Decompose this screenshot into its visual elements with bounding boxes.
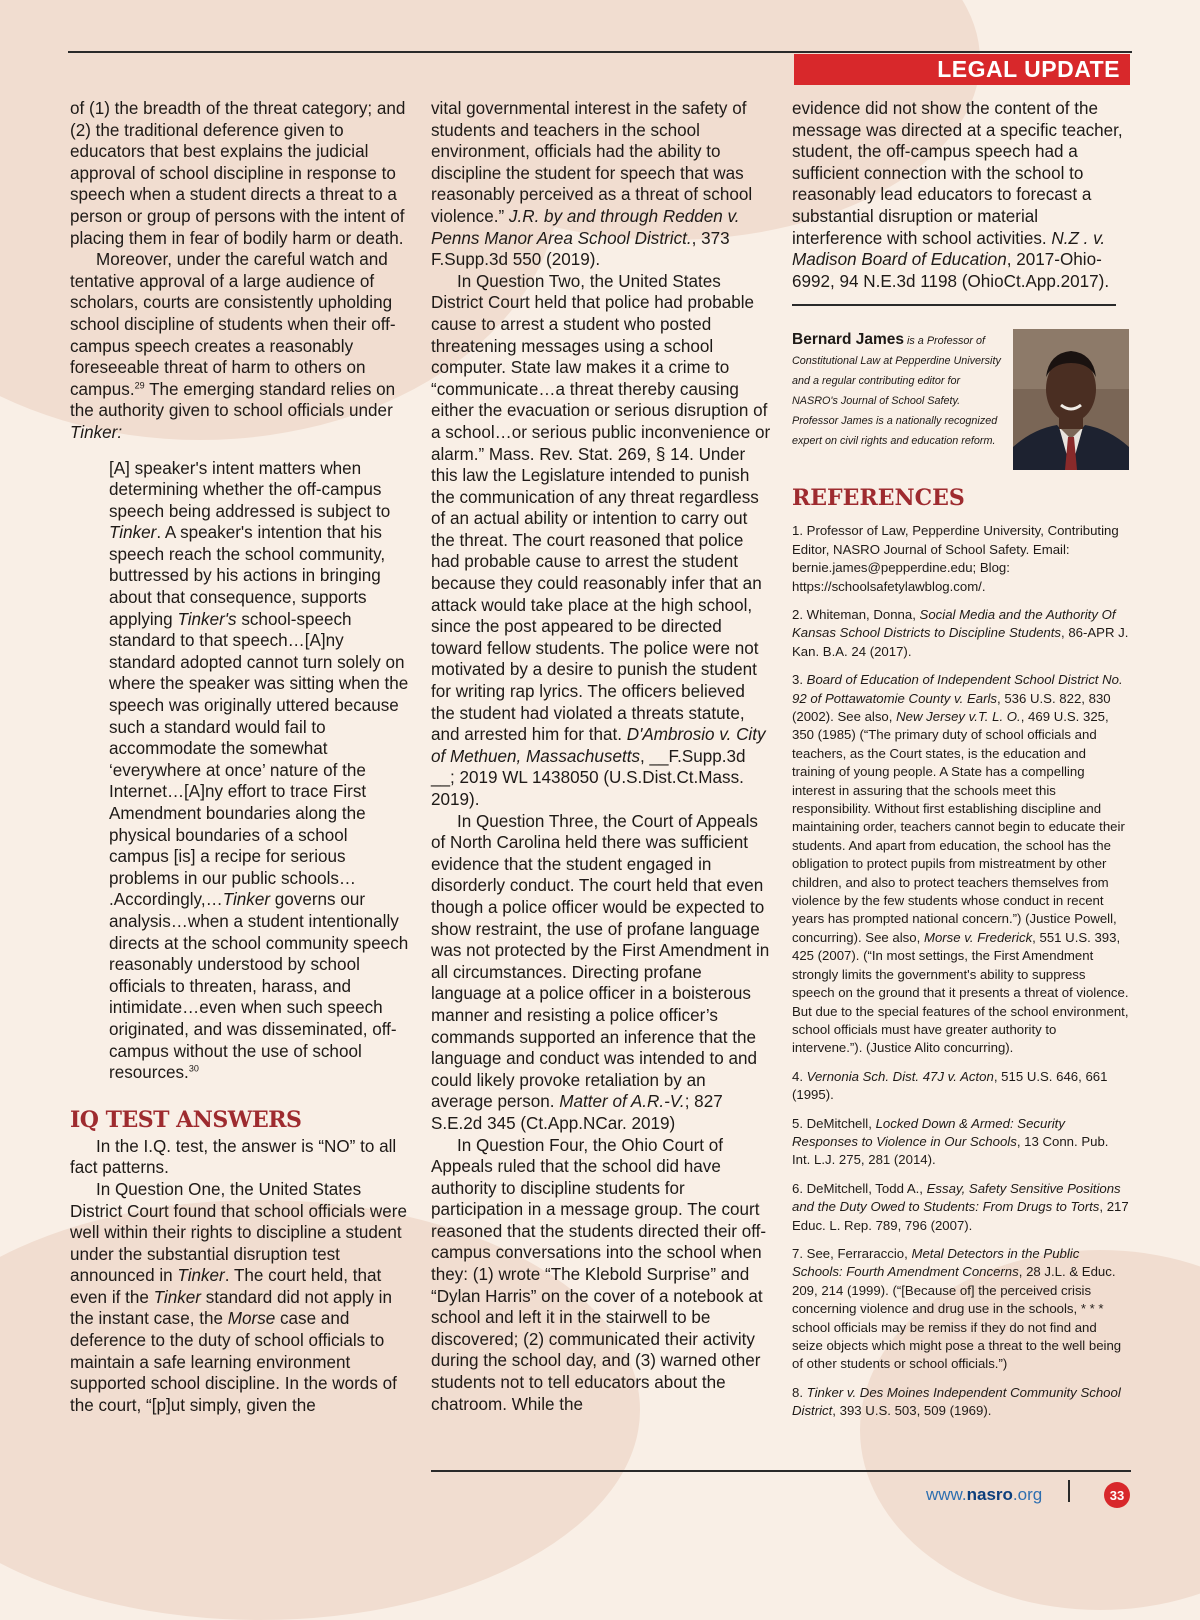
footer-url[interactable]: www.nasro.org bbox=[926, 1485, 1043, 1504]
top-rule bbox=[68, 51, 1132, 53]
paragraph: vital governmental interest in the safety of students and teachers in the school environment, officials had the ability to discipline the student for speech that was reasonably perceived as a threat of school violence.” J.R. by and through Redden v. Penns Manor Area School District., 373 F.Supp.3d 550 (2019). bbox=[431, 99, 753, 270]
paragraph: In Question Two, the United States District Court held that police had probable cause to arrest a student who posted threatening messages using a school computer. State law makes it a crime to “communicate…a threat thereby causing either the evacuation or serious disruption of a school…or serious public inconvenience or alarm.” Mass. Rev. Stat. 269, § 14. Under this law the Legislature intended to punish the communication of any threat regardless of an actual ability or intention to carry out the threat. The court reasoned that police had probable cause to arrest the student because they could reasonably infer that an attack would take place at the high school, since the post appeared to be directed toward fellow students. The police were not motivated by a desire to punish the student for writing rap lyrics. The officers believed the student had violated a threats statute, and arrested him for that. D'Ambrosio v. City of Methuen, Massachusetts, __F.Supp.3d __; 2019 WL 1438050 (U.S.Dist.Ct.Mass. 2019). bbox=[431, 271, 771, 809]
paragraph: In Question Four, the Ohio Court of Appeals ruled that the school did have authority to discipline students for participation in a message group. The court reasoned that the students directed their off-campus conversations into the school when they: (1) wrote “The Klebold Surprise” and “Dylan Harris” on the cover of a notebook at school and left it in the stairwell to be discovered; (2) communicated their activity during the school day, and (3) warned other students not to tell educators about the chatroom. While the bbox=[431, 1135, 767, 1414]
page-number: 33 bbox=[1104, 1482, 1130, 1508]
reference-item: 5. DeMitchell, Locked Down & Armed: Security Responses to Violence in Our Schools, 13 Conn. Pub. Int. L.J. 275, 281 (2014). bbox=[792, 1115, 1109, 1168]
banner-label: LEGAL UPDATE bbox=[937, 56, 1120, 82]
reference-item: 3. Board of Education of Independent School District No. 92 of Pottawatomie County v. Earls, 536 U.S. 822, 830 (2002). See also, New Jersey v.T. L. O., 469 U.S. 325, 350 (1985) (“The primary duty of school officials and teachers, as the Court states, is the education and training of young people. A State has a compelling interest in assuring that the schools meet this responsibility. Without first establishing discipline and maintaining order, teachers cannot begin to educate their students. And apart from education, the school has the obligation to protect pupils from mistreatment by other children, and also to protect teachers themselves from violence by the few students whose conduct in recent years has prompted national concern.”) (Justice Powell, concurring). See also, Morse v. Frederick, 551 U.S. 393, 425 (2007). (“In most settings, the First Amendment strongly limits the government's ability to suppress speech on the ground that it presents a threat of violence. But due to the special features of the school environment, school officials must have greater authority to intervene.”). (Justice Alito concurring). bbox=[792, 672, 1129, 1056]
column-1 bbox=[70, 98, 410, 1416]
section-heading: IQ TEST ANSWERS bbox=[70, 1106, 302, 1133]
portrait-icon bbox=[1013, 329, 1129, 470]
reference-item: 2. Whiteman, Donna, Social Media and the Authority Of Kansas School Districts to Discipline Students, 86-APR J. Kan. B.A. 24 (2017). bbox=[792, 606, 1129, 659]
bottom-rule bbox=[431, 1470, 1131, 1472]
paragraph: In the I.Q. test, the answer is “NO” to all fact patterns. bbox=[70, 1136, 397, 1178]
column-3 bbox=[792, 98, 1130, 1431]
reference-item: 7. See, Ferraraccio, Metal Detectors in the Public Schools: Fourth Amendment Concerns, 28 J.L. & Educ. 209, 214 (1999). (“[Because of] the perceived crisis concerning violence and drug use in the schools, * * * school officials may be remiss if they do not find and seize objects which might pose a threat to the well being of other students or school officials.”) bbox=[792, 1245, 1122, 1372]
reference-item: 1. Professor of Law, Pepperdine University, Contributing Editor, NASRO Journal of School Safety. Email: bernie.james@pepperdine.edu; Blog: https://schoolsafetylawblog.com/. bbox=[792, 523, 1119, 594]
author-name: Bernard James bbox=[792, 331, 905, 349]
column-2 bbox=[431, 98, 771, 1415]
reference-item: 4. Vernonia Sch. Dist. 47J v. Acton, 515 U.S. 646, 661 (1995). bbox=[792, 1068, 1108, 1103]
paragraph: evidence did not show the content of the message was directed at a specific teacher, student, the off-campus speech had a sufficient connection with the school to reasonably lead educators to forecast a substantial disruption or material interference with school activities. N.Z . v. Madison Board of Education, 2017-Ohio-6992, 94 N.E.3d 1198 (OhioCt.App.2017). bbox=[792, 99, 1123, 291]
paragraph: In Question Three, the Court of Appeals of North Carolina held there was sufficient evidence that the student engaged in disorderly conduct. The court held that even though a police officer would be expected to show restraint, the use of profane language was not protected by the First Amendment in all circumstances. Directing profane language at a police officer in a boisterous manner and resisting a police officer’s commands supported an inference that the language and conduct was intended to and could likely provoke retaliation by an average person. Matter of A.R.-V.; 827 S.E.2d 345 (Ct.App.NCar. 2019) bbox=[431, 811, 770, 1133]
paragraph: Moreover, under the careful watch and tentative approval of a large audience of scholars, courts are consistently upholding school discipline of students when their off-campus speech creates a reasonably foreseeable threat of harm to others on campus.$^{29}$ The emerging standard relies on the authority given to school officials under Tinker: bbox=[70, 250, 396, 442]
reference-item: 8. Tinker v. Des Moines Independent Community School District, 393 U.S. 503, 509 (1969). bbox=[792, 1384, 1121, 1419]
divider bbox=[792, 304, 1116, 306]
bio-text: Bernard James is a Professor of Constitutional Law at Pepperdine University and a regular contributing editor for NASRO's Journal of School Safety. Professor James is a nationally recognized expert on civil rights and education reform. bbox=[792, 331, 1001, 448]
block-quote: [A] speaker's intent matters when determining whether the off-campus speech being addressed is subject to Tinker. A speaker's intention that his speech reach the school community, buttressed by his actions in bringing about that consequence, supports applying Tinker's school-speech standard to that speech…[A]ny standard adopted cannot turn solely on where the speaker was sitting when the speech was originally uttered because such a standard would fail to accommodate the somewhat ‘everywhere at once’ nature of the Internet…[A]ny effort to trace First Amendment boundaries along the physical boundaries of a school campus [is] a recipe for serious problems in our public schools… .Accordingly,…Tinker governs our analysis…when a student intentionally directs at the school community speech reasonably understood by school officials to threaten, harass, and intimidate…even when such speech originated, and was disseminated, off-campus without the use of school resources.$^{30}$ bbox=[109, 458, 409, 1083]
author-bio bbox=[792, 330, 1130, 478]
footer-separator bbox=[1068, 1480, 1070, 1502]
reference-item: 6. DeMitchell, Todd A., Essay, Safety Sensitive Positions and the Duty Owed to Students: From Drugs to Torts, 217 Educ. L. Rep. 789, 796 (2007). bbox=[792, 1180, 1129, 1233]
paragraph: of (1) the breadth of the threat category; and (2) the traditional deference given to educators that best explains the judicial approval of school discipline in response to speech when a student directs a threat to a person or group of persons with the intent of placing them in fear of bodily harm or death. bbox=[70, 99, 406, 248]
paragraph: In Question One, the United States District Court found that school officials were well within their rights to discipline a student under the substantial disruption test announced in Tinker. The court held, that even if the Tinker standard did not apply in the instant case, the Morse case and deference to the duty of school officials to maintain a safe learning environment supported school discipline. In the words of the court, “[p]ut simply, given the bbox=[70, 1179, 407, 1415]
references-heading: REFERENCES bbox=[792, 485, 965, 512]
author-photo bbox=[1013, 329, 1129, 470]
section-banner bbox=[794, 54, 1130, 85]
